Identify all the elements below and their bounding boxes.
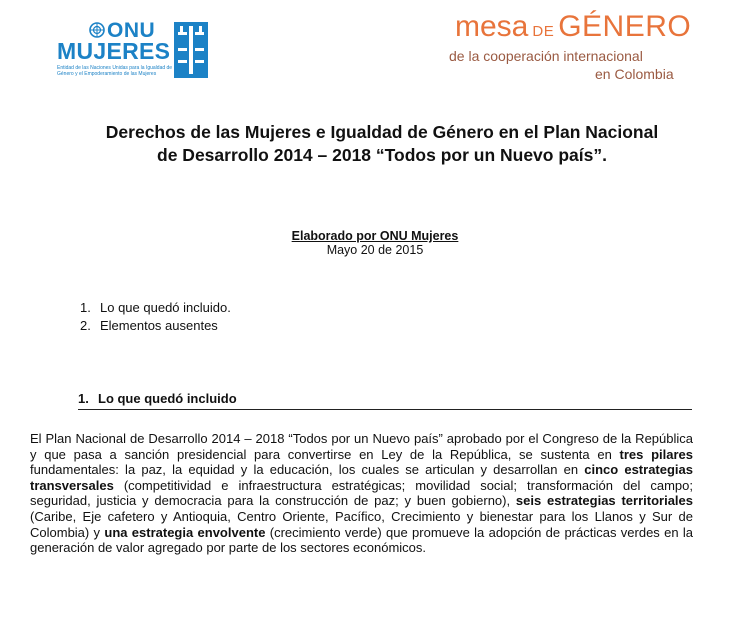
document-title-line1: Derechos de las Mujeres e Igualdad de Género en el Plan Nacional	[105, 122, 659, 142]
onu-logo-subtitle: Entidad de las Naciones Unidas para la Igualdad de Género y el Empoderamiento de las Mujeres	[57, 65, 173, 77]
byline-author: Elaborado por ONU Mujeres	[291, 229, 459, 243]
paragraph-bold-text: una estrategia envolvente	[104, 524, 266, 540]
mesa-logo-word1: mesa	[455, 10, 529, 43]
equality-mark-icon	[174, 22, 208, 78]
mesa-logo-word3: GÉNERO	[558, 10, 692, 43]
toc-item-label: Lo que quedó incluido.	[100, 300, 231, 315]
toc-item	[80, 317, 231, 335]
paragraph-text: fundamentales: la paz, la equidad y la educación, los cuales se articulan y desarrollan en	[30, 462, 585, 478]
body-paragraph	[30, 431, 693, 556]
toc-item-number: 1.	[80, 300, 91, 315]
byline-date: Mayo 20 de 2015	[326, 243, 424, 257]
table-of-contents	[80, 299, 231, 335]
paragraph-bold-text: seis estrategias territoriales	[515, 493, 693, 509]
paragraph-text: (competitividad e infraestructura estratégicas; movilidad social; transformación del campo; seguridad, justicia y democracia para la construcción de paz; y buen gobierno),	[30, 477, 693, 509]
mesa-logo-line2: de la cooperación internacional	[449, 48, 643, 64]
un-emblem-icon	[89, 22, 105, 38]
toc-item	[80, 299, 231, 317]
paragraph-bold-text: cinco estrategias transversales	[30, 462, 693, 493]
paragraph-text: (crecimiento verde) que promueve la adopción de prácticas verdes en la generación de valor agregado por parte de los sectores económicos.	[30, 524, 693, 556]
onu-logo-line2: MUJERES	[57, 38, 171, 64]
section-heading	[78, 391, 692, 410]
mesa-logo-line3: en Colombia	[595, 66, 674, 82]
toc-item-label: Elementos ausentes	[100, 318, 218, 333]
document-title	[82, 121, 682, 167]
toc-item-number: 2.	[80, 318, 91, 333]
onu-mujeres-logo	[57, 19, 227, 82]
section-number: 1.	[78, 391, 89, 406]
onu-logo-line1: ONU	[107, 19, 156, 42]
document-title-line2: de Desarrollo 2014 – 2018 “Todos por un Nuevo país”.	[157, 145, 607, 165]
mesa-logo-word2: DE	[532, 23, 555, 40]
section-title: Lo que quedó incluido	[98, 391, 237, 406]
mesa-logo-title	[455, 10, 691, 44]
paragraph-text: (Caribe, Eje cafetero y Antioquia, Centro Oriente, Pacífico, Crecimiento y bienestar para los Llanos y Sur de Colombia) y	[30, 508, 693, 540]
mesa-de-genero-logo	[449, 10, 695, 85]
byline	[0, 229, 750, 257]
paragraph-text: El Plan Nacional de Desarrollo 2014 – 2018 “Todos por un Nuevo país” aprobado por el Congreso de la República y que pasa a sanción presidencial para convertirse en Ley de la República, se sustenta en	[30, 431, 693, 462]
paragraph-bold-text: tres pilares	[619, 446, 694, 462]
